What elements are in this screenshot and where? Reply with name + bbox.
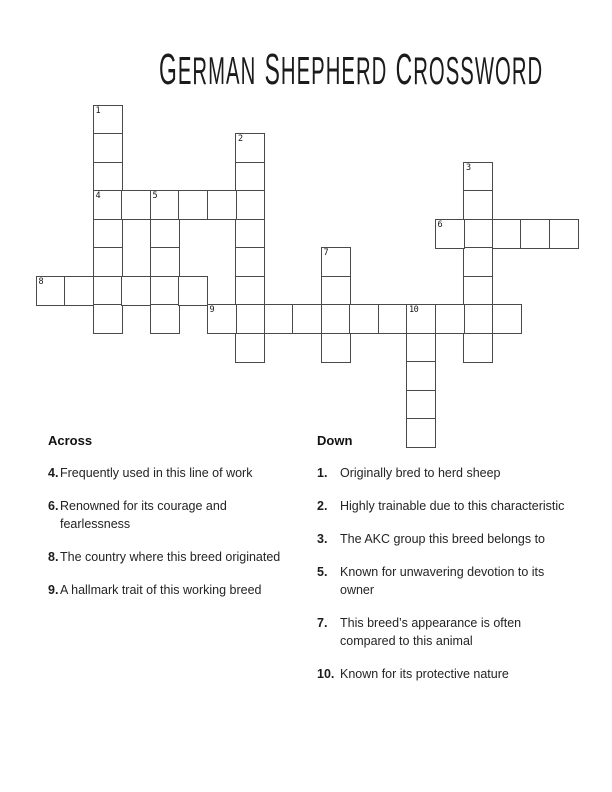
grid-cell[interactable] <box>93 162 123 192</box>
clue-text: Known for its protective nature <box>340 667 509 681</box>
clue-number: 2. <box>317 499 328 513</box>
clue-text: The AKC group this breed belongs to <box>340 532 545 546</box>
grid-cell[interactable] <box>235 133 265 163</box>
grid-cell-number: 6 <box>437 219 443 230</box>
grid-cell[interactable] <box>321 333 351 363</box>
grid-cell[interactable] <box>492 304 522 334</box>
grid-cell[interactable] <box>93 105 123 135</box>
grid-cell[interactable] <box>235 276 265 306</box>
grid-cell[interactable] <box>463 219 493 249</box>
down-clues-section <box>317 432 575 698</box>
grid-cell[interactable] <box>235 219 265 249</box>
across-clues-section <box>48 432 302 614</box>
down-heading: Down <box>317 433 353 448</box>
grid-cell[interactable] <box>406 304 436 334</box>
clue-text: The country where this breed originated <box>60 550 281 564</box>
clue-number: 7. <box>317 616 328 630</box>
grid-cell[interactable] <box>435 219 465 249</box>
grid-cell[interactable] <box>292 304 322 334</box>
grid-cell[interactable] <box>549 219 579 249</box>
grid-cell[interactable] <box>178 190 208 220</box>
title-word: CROSSWORD <box>395 45 544 94</box>
grid-cell[interactable] <box>435 304 465 334</box>
grid-cell[interactable] <box>93 190 123 220</box>
clue-number: 9. <box>48 583 59 597</box>
clue-item <box>317 497 575 515</box>
grid-cell[interactable] <box>150 247 180 277</box>
grid-cell-number: 1 <box>95 105 101 116</box>
grid-cell-number: 7 <box>323 248 329 258</box>
grid-cell[interactable] <box>93 133 123 163</box>
grid-cell[interactable] <box>235 247 265 277</box>
grid-cell[interactable] <box>235 304 265 334</box>
grid-cell[interactable] <box>178 276 208 306</box>
grid-cell[interactable] <box>406 361 436 391</box>
grid-cell[interactable] <box>463 162 493 192</box>
across-clue-list <box>48 464 302 599</box>
clue-item <box>317 464 575 482</box>
grid-cell[interactable] <box>378 304 408 334</box>
grid-cell[interactable] <box>235 333 265 363</box>
grid-cell[interactable] <box>93 304 123 334</box>
grid-cell[interactable] <box>492 219 522 249</box>
clue-number: 3. <box>317 532 328 546</box>
grid-cell-number: 4 <box>95 191 101 201</box>
grid-cell[interactable] <box>463 333 493 363</box>
clue-number: 4. <box>48 466 59 480</box>
clue-item <box>317 530 575 548</box>
grid-cell[interactable] <box>235 190 265 220</box>
down-clue-list <box>317 464 575 683</box>
grid-cell[interactable] <box>264 304 294 334</box>
clue-text: This breed’s appearance is often compared to this animal <box>340 616 522 648</box>
grid-cell-number: 2 <box>238 134 243 144</box>
grid-cell[interactable] <box>36 276 66 306</box>
clue-number: 1. <box>317 466 328 480</box>
clue-item <box>48 497 302 533</box>
title-word: GERMAN <box>159 45 257 94</box>
title-word: SHEPHERD <box>264 45 388 94</box>
grid-cell[interactable] <box>349 304 379 334</box>
grid-cell[interactable] <box>463 247 493 277</box>
grid-cell[interactable] <box>121 190 151 220</box>
clue-item <box>317 665 575 683</box>
grid-cell[interactable] <box>207 304 237 334</box>
grid-cell[interactable] <box>150 190 180 220</box>
grid-cell[interactable] <box>207 190 237 220</box>
clue-item <box>317 563 575 599</box>
clue-text: Known for unwavering devotion to its owner <box>340 565 545 597</box>
grid-cell[interactable] <box>150 304 180 334</box>
grid-cell[interactable] <box>520 219 550 249</box>
clue-number: 6. <box>48 499 59 513</box>
clue-number: 10. <box>317 667 335 681</box>
grid-cell[interactable] <box>406 333 436 363</box>
grid-cell-number: 3 <box>466 162 471 173</box>
clue-text: A hallmark trait of this working breed <box>60 583 262 597</box>
grid-cell[interactable] <box>321 247 351 277</box>
grid-cell[interactable] <box>463 276 493 306</box>
across-heading: Across <box>48 433 93 448</box>
grid-cell[interactable] <box>93 247 123 277</box>
clue-item <box>48 548 302 566</box>
grid-cell[interactable] <box>150 276 180 306</box>
clue-item <box>317 614 575 650</box>
grid-cell[interactable] <box>406 390 436 420</box>
grid-cell[interactable] <box>321 276 351 306</box>
clue-item <box>48 464 302 482</box>
grid-cell[interactable] <box>93 219 123 249</box>
grid-cell[interactable] <box>93 276 123 306</box>
grid-cell-number: 9 <box>209 305 215 315</box>
grid-cell-number: 5 <box>152 191 158 201</box>
grid-cell[interactable] <box>235 162 265 192</box>
clue-text: Originally bred to herd sheep <box>340 466 501 480</box>
clue-number: 8. <box>48 550 59 564</box>
grid-cell[interactable] <box>463 190 493 220</box>
grid-cell-number: 10 <box>409 305 419 315</box>
clue-number: 5. <box>317 565 328 579</box>
grid-cell-number: 8 <box>38 276 44 287</box>
clue-text: Renowned for its courage and fearlessness <box>60 499 227 531</box>
grid-cell[interactable] <box>150 219 180 249</box>
grid-cell[interactable] <box>121 276 151 306</box>
clue-text: Highly trainable due to this characteristic <box>340 499 565 513</box>
clue-text: Frequently used in this line of work <box>60 466 253 480</box>
clue-item <box>48 581 302 599</box>
grid-cell[interactable] <box>64 276 94 306</box>
grid-cell[interactable] <box>321 304 351 334</box>
grid-cell[interactable] <box>463 304 493 334</box>
